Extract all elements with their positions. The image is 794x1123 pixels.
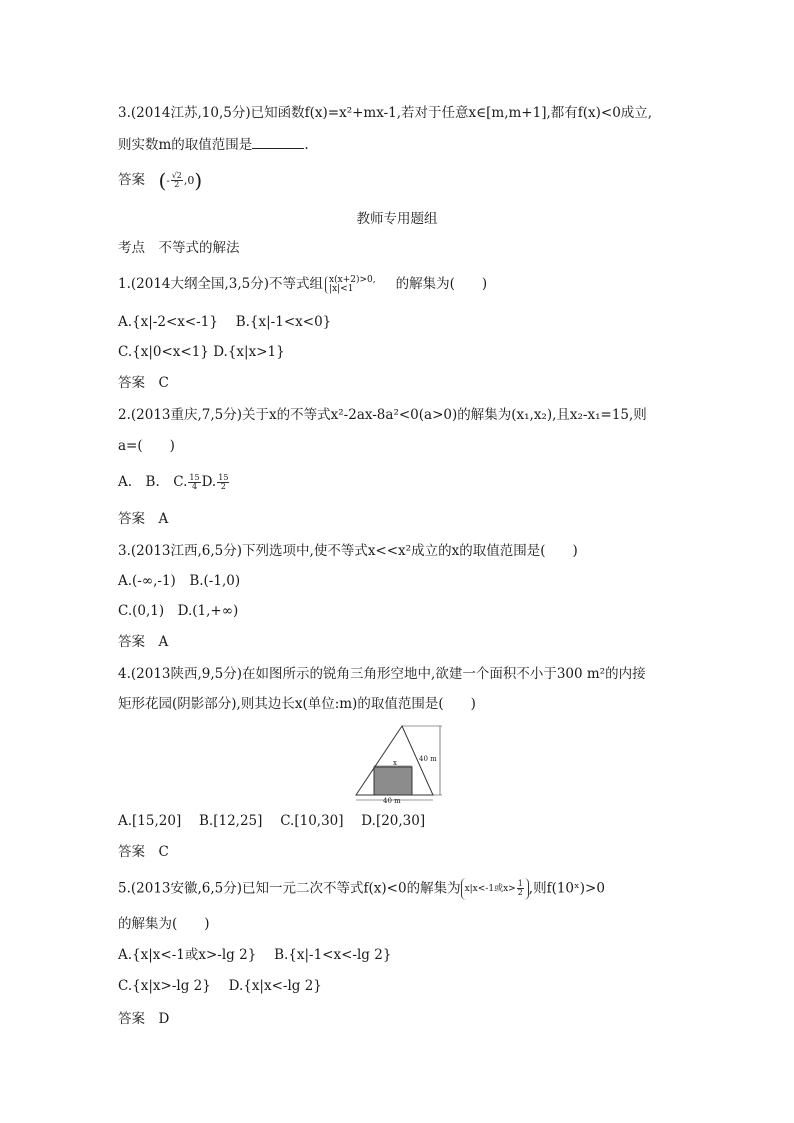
q5-answer: 答案 D bbox=[118, 1011, 170, 1027]
q2-answer: 答案 A bbox=[118, 511, 169, 527]
prev-q3-line2: 则实数m的取值范围是 . bbox=[118, 134, 309, 155]
q1-options-cd: C.{x|0<x<1} D.{x|x>1} bbox=[118, 344, 285, 360]
q4-options: A.[15,20] B.[12,25] C.[10,30] D.[20,30] bbox=[118, 813, 426, 829]
q1-options-ab: A.{x|-2<x<-1} B.{x|-1<x<0} bbox=[118, 314, 332, 330]
prev-q3-line1: 3.(2014江苏,10,5分)已知函数f(x)=x²+mx-1,若对于任意x∈[m,m+1],都有f(x)<0成立, bbox=[118, 105, 653, 121]
q3-options-cd: C.(0,1) D.(1,+∞) bbox=[118, 603, 239, 619]
q5-line2: 的解集为( ) bbox=[118, 916, 210, 932]
q2-line1: 2.(2013重庆,7,5分)关于x的不等式x²-2ax-8a²<0(a>0)的解集为(x₁,x₂),且x₂-x₁=15,则 bbox=[118, 407, 647, 423]
inequality-system: x(x+2)>0, |x|<1 bbox=[325, 276, 376, 294]
figure-label-height: 40 m bbox=[419, 755, 437, 763]
figure-label-base: 40 m bbox=[383, 797, 401, 804]
q5-line1: 5.(2013安徽,6,5分)已知一元二次不等式f(x)<0的解集为 x|x<-1或x> $\frac{1}{2}$ ,则f(10ˣ)>0 bbox=[118, 878, 605, 900]
q2-options: A. B. C. $\frac{15}{4}$ D. $\frac{15}{2}$ bbox=[118, 473, 229, 491]
q5-options-cd: C.{x|x>-lg 2} D.{x|x<-lg 2} bbox=[118, 978, 322, 994]
q5-options-ab: A.{x|x<-1或x>-lg 2} B.{x|-1<x<-lg 2} bbox=[118, 947, 392, 963]
q1-answer: 答案 C bbox=[118, 375, 169, 391]
section-title: 教师专用题组 bbox=[356, 211, 438, 227]
q3-options-ab: A.(-∞,-1) B.(-1,0) bbox=[118, 573, 241, 589]
q2-line2: a=( ) bbox=[118, 438, 175, 454]
figure-label-x: x bbox=[393, 759, 397, 767]
q4-line1: 4.(2013陕西,9,5分)在如图所示的锐角三角形空地中,欲建一个面积不小于300 m²的内接 bbox=[118, 666, 646, 682]
triangle-figure bbox=[350, 724, 446, 804]
q3-answer: 答案 A bbox=[118, 634, 169, 650]
solution-set: x|x<-1或x> $\frac{1}{2}$ bbox=[461, 878, 529, 900]
prev-q3-answer: 答案 (- $\frac{√2}{2}$ ,0) bbox=[118, 168, 203, 193]
q1-stem: 1.(2014大纲全国,3,5分)不等式组 x(x+2)>0, |x|<1 的解集为( ) bbox=[118, 274, 488, 294]
q4-line2: 矩形花园(阴影部分),则其边长x(单位:m)的取值范围是( ) bbox=[118, 696, 476, 712]
q3-line1: 3.(2013江西,6,5分)下列选项中,使不等式x<<x²成立的x的取值范围是( ) bbox=[118, 543, 578, 559]
q4-answer: 答案 C bbox=[118, 844, 169, 860]
shaded-rectangle bbox=[374, 767, 412, 795]
topic-heading: 考点 不等式的解法 bbox=[118, 240, 240, 256]
answer-blank bbox=[252, 134, 304, 149]
